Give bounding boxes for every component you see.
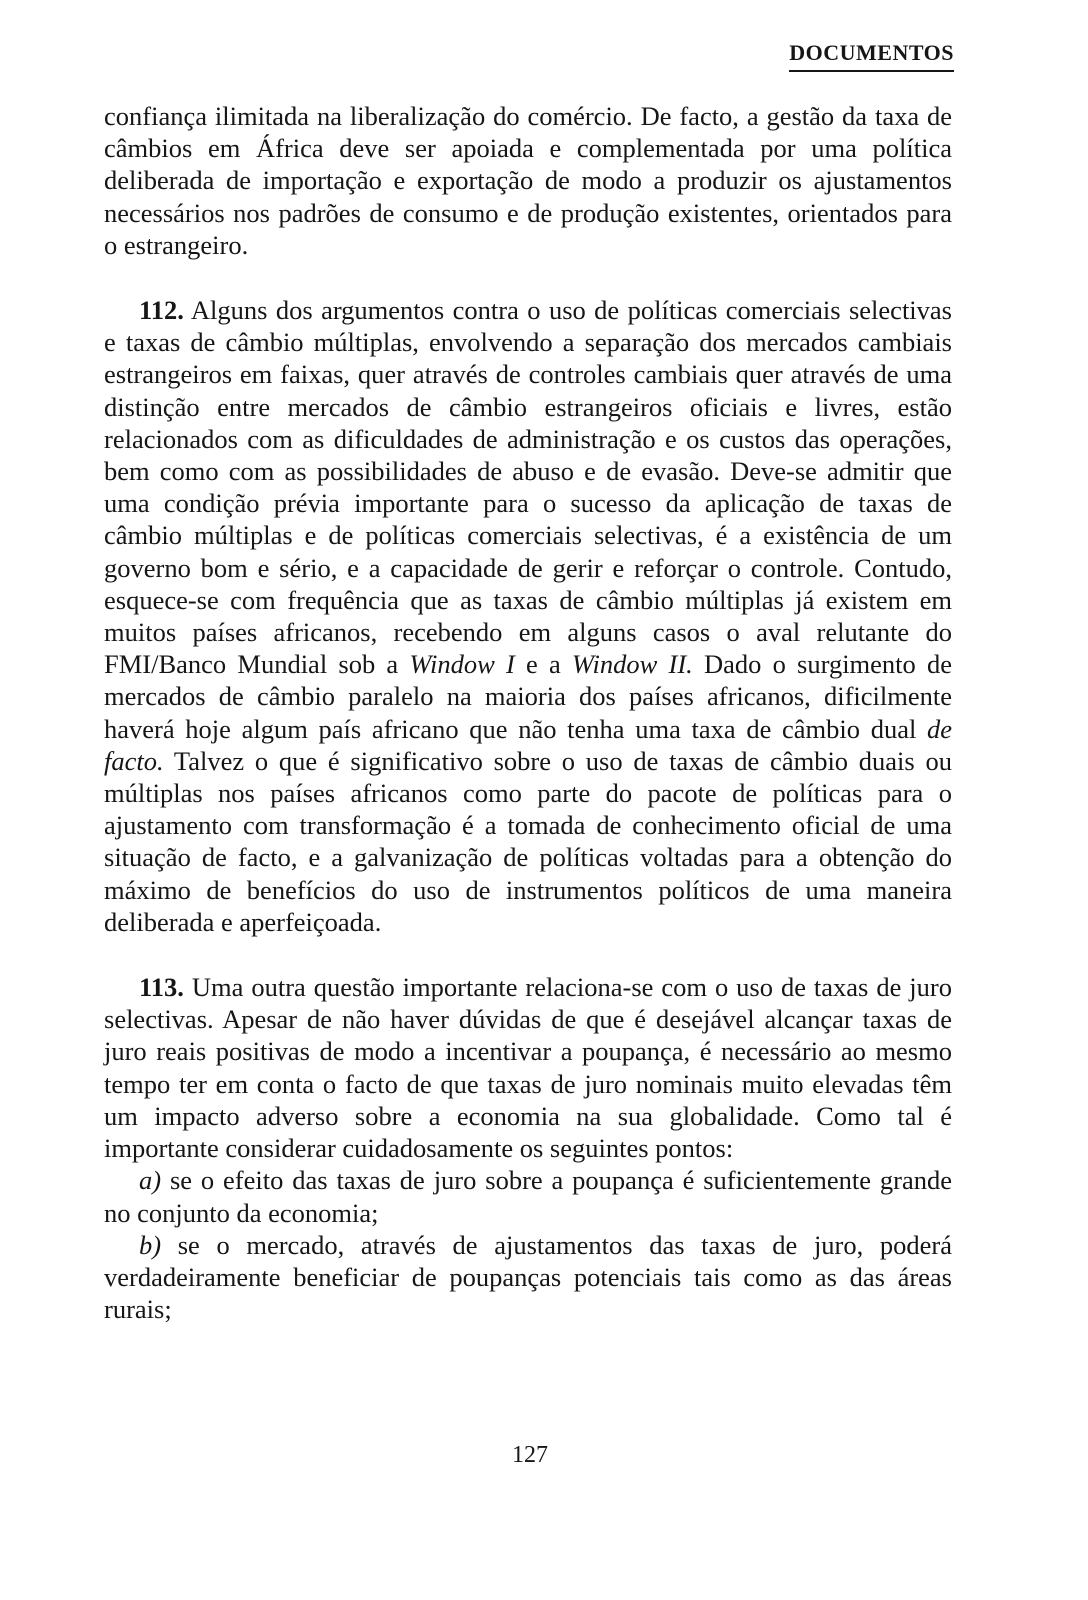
list-item-a xyxy=(104,1164,952,1228)
italic-term: de facto. xyxy=(104,713,952,776)
page-number: 127 xyxy=(512,1442,548,1468)
list-item-text: se o mercado, através de ajustamentos das taxas de juro, poderá verdadeiramente beneficiar de poupanças potenciais tais como as das áreas rurais; xyxy=(104,1229,952,1325)
paragraph-text: Alguns dos argumentos contra o uso de políticas comerciais selectivas e taxas de câmbio múltiplas, envolvendo a separação dos mercados cambiais estrangeiros em faixas, quer através de controles cambiais quer através de uma distinção entre mercados de câmbio estrangeiros oficiais e livres, estão relacionados com as dificuldades de administração e os custos das operações, bem como com as possibilidades de abuso e de evasão. Deve-se admitir que uma condição prévia importante para o sucesso da aplicação de taxas de câmbio múltiplas e de políticas comerciais selectivas, é a existência de um governo bom e sério, e a capacidade de gerir e reforçar o controle. Contudo, esquece-se com frequência que as taxas de câmbio múltiplas já existem em muitos países africanos, recebendo em alguns casos o aval relutante do FMI/Banco Mundial sob a xyxy=(104,295,952,680)
paragraph-number: 113. xyxy=(139,972,184,1003)
list-item-letter: b) xyxy=(139,1229,162,1260)
list-item-letter: a) xyxy=(139,1165,162,1196)
paragraph-number: 112. xyxy=(139,295,184,326)
paragraph-text: Uma outra questão importante relaciona-se com o uso de taxas de juro selectivas. Apesar de não haver dúvidas de que é desejável alcançar taxas de juro reais positivas de modo a incentivar a poupança, é necessário ao mesmo tempo ter em conta o facto de que taxas de juro nominais muito elevadas têm um impacto adverso sobre a economia na sua globalidade. Como tal é importante considerar cuidadosamente os seguintes pontos: xyxy=(104,972,952,1164)
paragraph-text: Dado o surgimento de mercados de câmbio paralelo na maioria dos países africanos, dificilmente haverá hoje algum país africano que não tenha uma taxa de câmbio dual xyxy=(104,649,953,744)
paragraph-113 xyxy=(104,971,952,1164)
continuation-paragraph: confiança ilimitada na liberalização do comércio. De facto, a gestão da taxa de câmbios em África deve ser apoiada e complementada por uma política deliberada de importação e exportação de modo a produzir os ajustamentos necessários nos padrões de consumo e de produção existentes, orientados para o estrangeiro. xyxy=(104,101,952,260)
italic-term: Window II. xyxy=(571,649,693,680)
paragraph-text: Talvez o que é significativo sobre o uso de taxas de câmbio duais ou múltiplas nos países africanos como parte do pacote de políticas para o ajustamento com transformação é a tomada de conhecimento oficial de uma situação de facto, e a galvanização de políticas voltadas para a obtenção do máximo de benefícios do uso de instrumentos políticos de uma maneira deliberada e aperfeiçoada. xyxy=(104,745,952,937)
paragraph-112 xyxy=(104,294,952,938)
page-body xyxy=(104,100,952,1325)
paragraph-text: e a xyxy=(514,649,572,680)
running-head: DOCUMENTOS xyxy=(789,40,954,72)
list-item-text: se o efeito das taxas de juro sobre a poupança é suficientemente grande no conjunto da economia; xyxy=(104,1165,952,1228)
italic-term: Window I xyxy=(409,649,515,680)
list-item-b xyxy=(104,1229,952,1326)
